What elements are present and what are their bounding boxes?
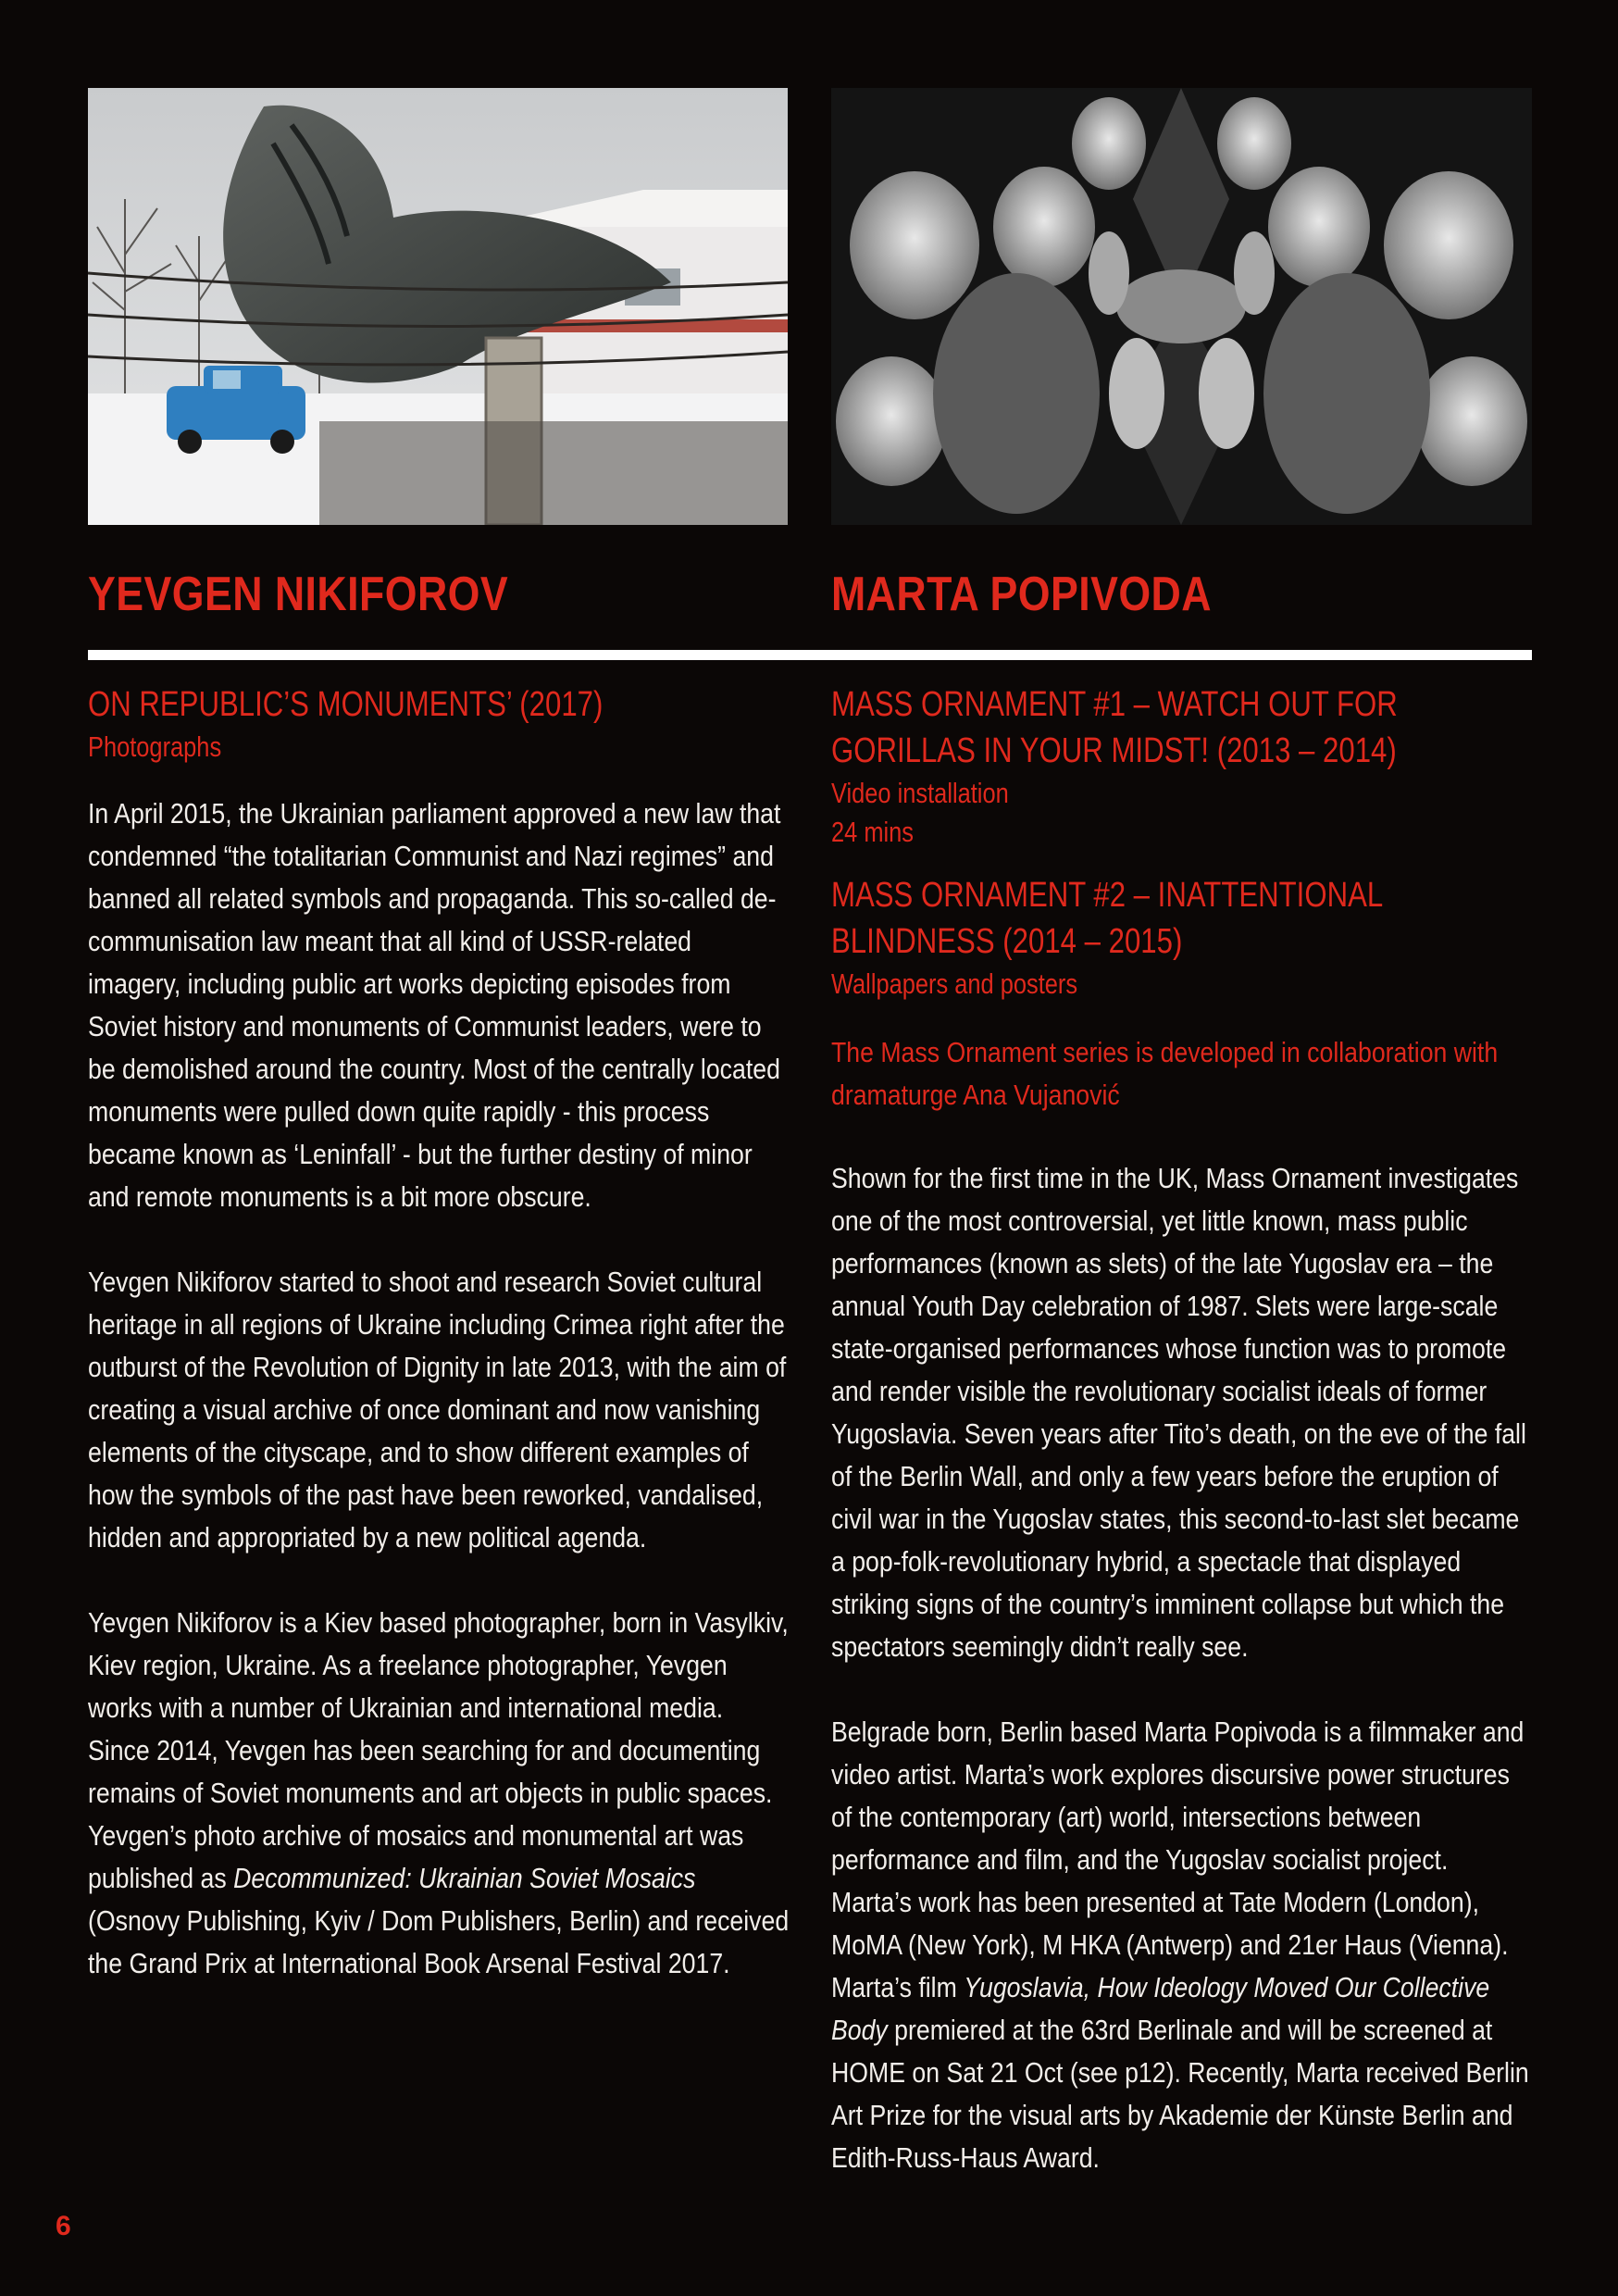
artist-name-left: YEVGEN NIKIFOROV <box>88 568 509 621</box>
bio-text: Yevgen Nikiforov is a Kiev based photographer, born in Vasylkiv, Kiev region, Ukraine. As a freelance photographer, Yevgen works with a number of Ukrainian and international media. Since 2014, Yevgen has been searching for and documenting remains of Soviet monuments and art objects in public spaces. Yevgen’s photo archive of mosaics and monumental art was published as <box>88 1606 789 1894</box>
work-title: MASS ORNAMENT #2 – INATTENTIONAL BLINDNESS (2014 – 2015) <box>831 876 1383 961</box>
work-title: ON REPUBLIC’S MONUMENTS’ (2017) <box>88 685 604 724</box>
film-title: Yugoslavia, How Ideology Moved Our Collective Body <box>831 1971 1490 2046</box>
bio-text: premiered at the 63rd Berlinale and will be screened at HOME on Sat 21 Oct (see p12). Recently, Marta received Berlin Art Prize for the visual arts by Akademie der Künste Berlin and Edith-Russ-Haus Award. <box>831 2014 1529 2174</box>
work-title: MASS ORNAMENT #1 – WATCH OUT FOR GORILLAS IN YOUR MIDST! (2013 – 2014) <box>831 685 1398 770</box>
bio-paragraph <box>831 1711 1533 2179</box>
bio-text: (Osnovy Publishing, Kyiv / Dom Publishers, Berlin) and received the Grand Prix at International Book Arsenal Festival 2017. <box>88 1904 790 1979</box>
right-column <box>831 681 1535 2179</box>
monument-hand-photo <box>88 88 788 525</box>
body-paragraph: Shown for the first time in the UK, Mass Ornament investigates one of the most controversial, yet little known, mass public performances (known as slets) of the late Yugoslav era – the annual Youth Day celebration of 1987. Slets were large-scale state-organised performances whose function was to promote and render visible the revolutionary socialist ideals of former Yugoslavia. Seven years after Tito’s death, on the eve of the fall of the Berlin Wall, and only a few years before the eruption of civil war in the Yugoslav states, this second-to-last slet became a pop-folk-revolutionary hybrid, a spectacle that displayed striking signs of the country’s imminent collapse but which the spectators seemingly didn’t really see. <box>831 1162 1526 1663</box>
mirrored-faces-photo <box>831 88 1532 525</box>
left-column <box>88 681 791 1985</box>
artist-name-right: MARTA POPIVODA <box>831 568 1212 621</box>
bio-text: Belgrade born, Berlin based Marta Popivoda is a filmmaker and video artist. Marta’s work explores discursive power structures of the contemporary (art) world, intersections between performance and film, and the Yugoslav socialist project. Marta’s work has been presented at Tate Modern (London), MoMA (New York), M HKA (Antwerp) and 21er Haus (Vienna). Marta’s film <box>831 1716 1525 2003</box>
divider-rule <box>88 650 1532 660</box>
page-number: 6 <box>56 2211 71 2241</box>
work-medium: Video installation <box>831 777 1009 809</box>
body-paragraph: In April 2015, the Ukrainian parliament approved a new law that condemned “the totalitarian Communist and Nazi regimes” and banned all related symbols and propaganda. This so-called de-communisation law meant that all kind of USSR-related imagery, including public art works depicting episodes from Soviet history and monuments of Communist leaders, were to be demolished around the country. Most of the centrally located monuments were pulled down quite rapidly - this process became known as ‘Leninfall’ - but the further destiny of minor and remote monuments is a bit more obscure. <box>88 797 781 1213</box>
body-paragraph: Yevgen Nikiforov started to shoot and research Soviet cultural heritage in all regions of Ukraine including Crimea right after the outburst of the Revolution of Dignity in late 2013, with the aim of creating a visual archive of once dominant and now vanishing elements of the cityscape, and to show different examples of how the symbols of the past have been reworked, vandalised, hidden and appropriated by a new political agenda. <box>88 1266 787 1554</box>
book-title: Decommunized: Ukrainian Soviet Mosaics <box>233 1862 696 1894</box>
work-duration: 24 mins <box>831 816 915 848</box>
work-medium: Wallpapers and posters <box>831 967 1078 1000</box>
collaboration-note: The Mass Ornament series is developed in collaboration with dramaturge Ana Vujanović <box>831 1036 1499 1111</box>
work-medium: Photographs <box>88 730 222 763</box>
bio-paragraph <box>88 1602 790 1985</box>
